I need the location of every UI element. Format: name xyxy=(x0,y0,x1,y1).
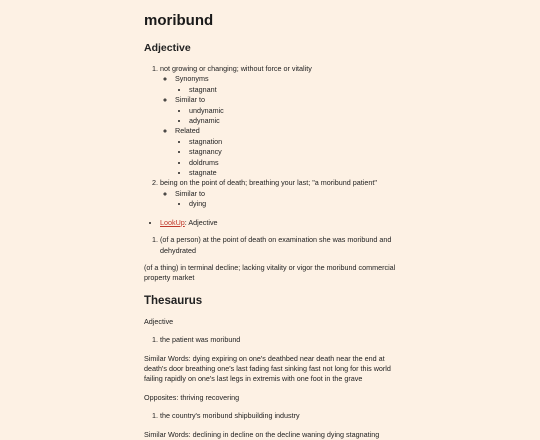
sense-definition: being on the point of death; breathing your last; "a moribund patient" xyxy=(160,178,377,188)
related-word: • stagnation xyxy=(189,137,396,147)
related-word: • stagnancy xyxy=(189,147,396,157)
sense-list xyxy=(144,64,396,210)
relation-label: Related xyxy=(175,126,200,136)
thesaurus-sense-list-2 xyxy=(144,411,396,421)
relation-label: Similar to xyxy=(175,95,205,105)
pos-heading: Adjective xyxy=(144,42,191,54)
related-word: • doldrums xyxy=(189,158,396,168)
lookup-list xyxy=(144,218,396,228)
relation-group xyxy=(175,189,396,210)
lookup-link[interactable]: LookUp xyxy=(160,217,185,227)
thesaurus-sense-list-1 xyxy=(144,335,396,345)
relation-group xyxy=(175,74,396,95)
related-word: • dying xyxy=(189,199,396,209)
word-title: moribund xyxy=(144,12,214,29)
lookup-paragraph: (of a thing) in terminal decline; lacking vitality or vigor the moribund commercial property market xyxy=(144,262,396,283)
sense-item xyxy=(160,178,396,209)
relation-label: Similar to xyxy=(175,188,205,198)
dictionary-page xyxy=(144,12,396,440)
opposites: Opposites: thriving recovering xyxy=(144,392,240,402)
related-word: • adynamic xyxy=(189,116,396,126)
thesaurus-sense-item: 1. the patient was moribund xyxy=(160,335,396,345)
related-word: • stagnate xyxy=(189,168,396,178)
similar-words-2: Similar Words: declining in decline on the decline waning dying stagnating xyxy=(144,429,380,439)
related-word: • stagnant xyxy=(189,85,396,95)
relation-group xyxy=(175,95,396,126)
related-word: • undynamic xyxy=(189,106,396,116)
lookup-sense-list xyxy=(144,235,396,256)
relation-label: Synonyms xyxy=(175,74,209,84)
thesaurus-sense-item: 1. the country's moribund shipbuilding industry xyxy=(160,411,396,421)
lookup-pos: : Adjective xyxy=(184,217,218,227)
thesaurus-pos: Adjective xyxy=(144,316,174,326)
sense-item xyxy=(160,64,396,178)
similar-words-1: Similar Words: dying expiring on one's deathbed near death near the end at death's door breathing one's last fading fast sinking fast not long for this world failing rapidly on one's last legs in extremis with one foot in the grave xyxy=(144,353,391,384)
lookup-item xyxy=(160,218,396,228)
lookup-sense-item: 1. (of a person) at the point of death on examination she was moribund and dehydrated xyxy=(160,235,396,256)
relation-group xyxy=(175,126,396,178)
sense-definition: not growing or changing; without force or vitality xyxy=(160,64,312,73)
thesaurus-heading: Thesaurus xyxy=(144,294,203,307)
